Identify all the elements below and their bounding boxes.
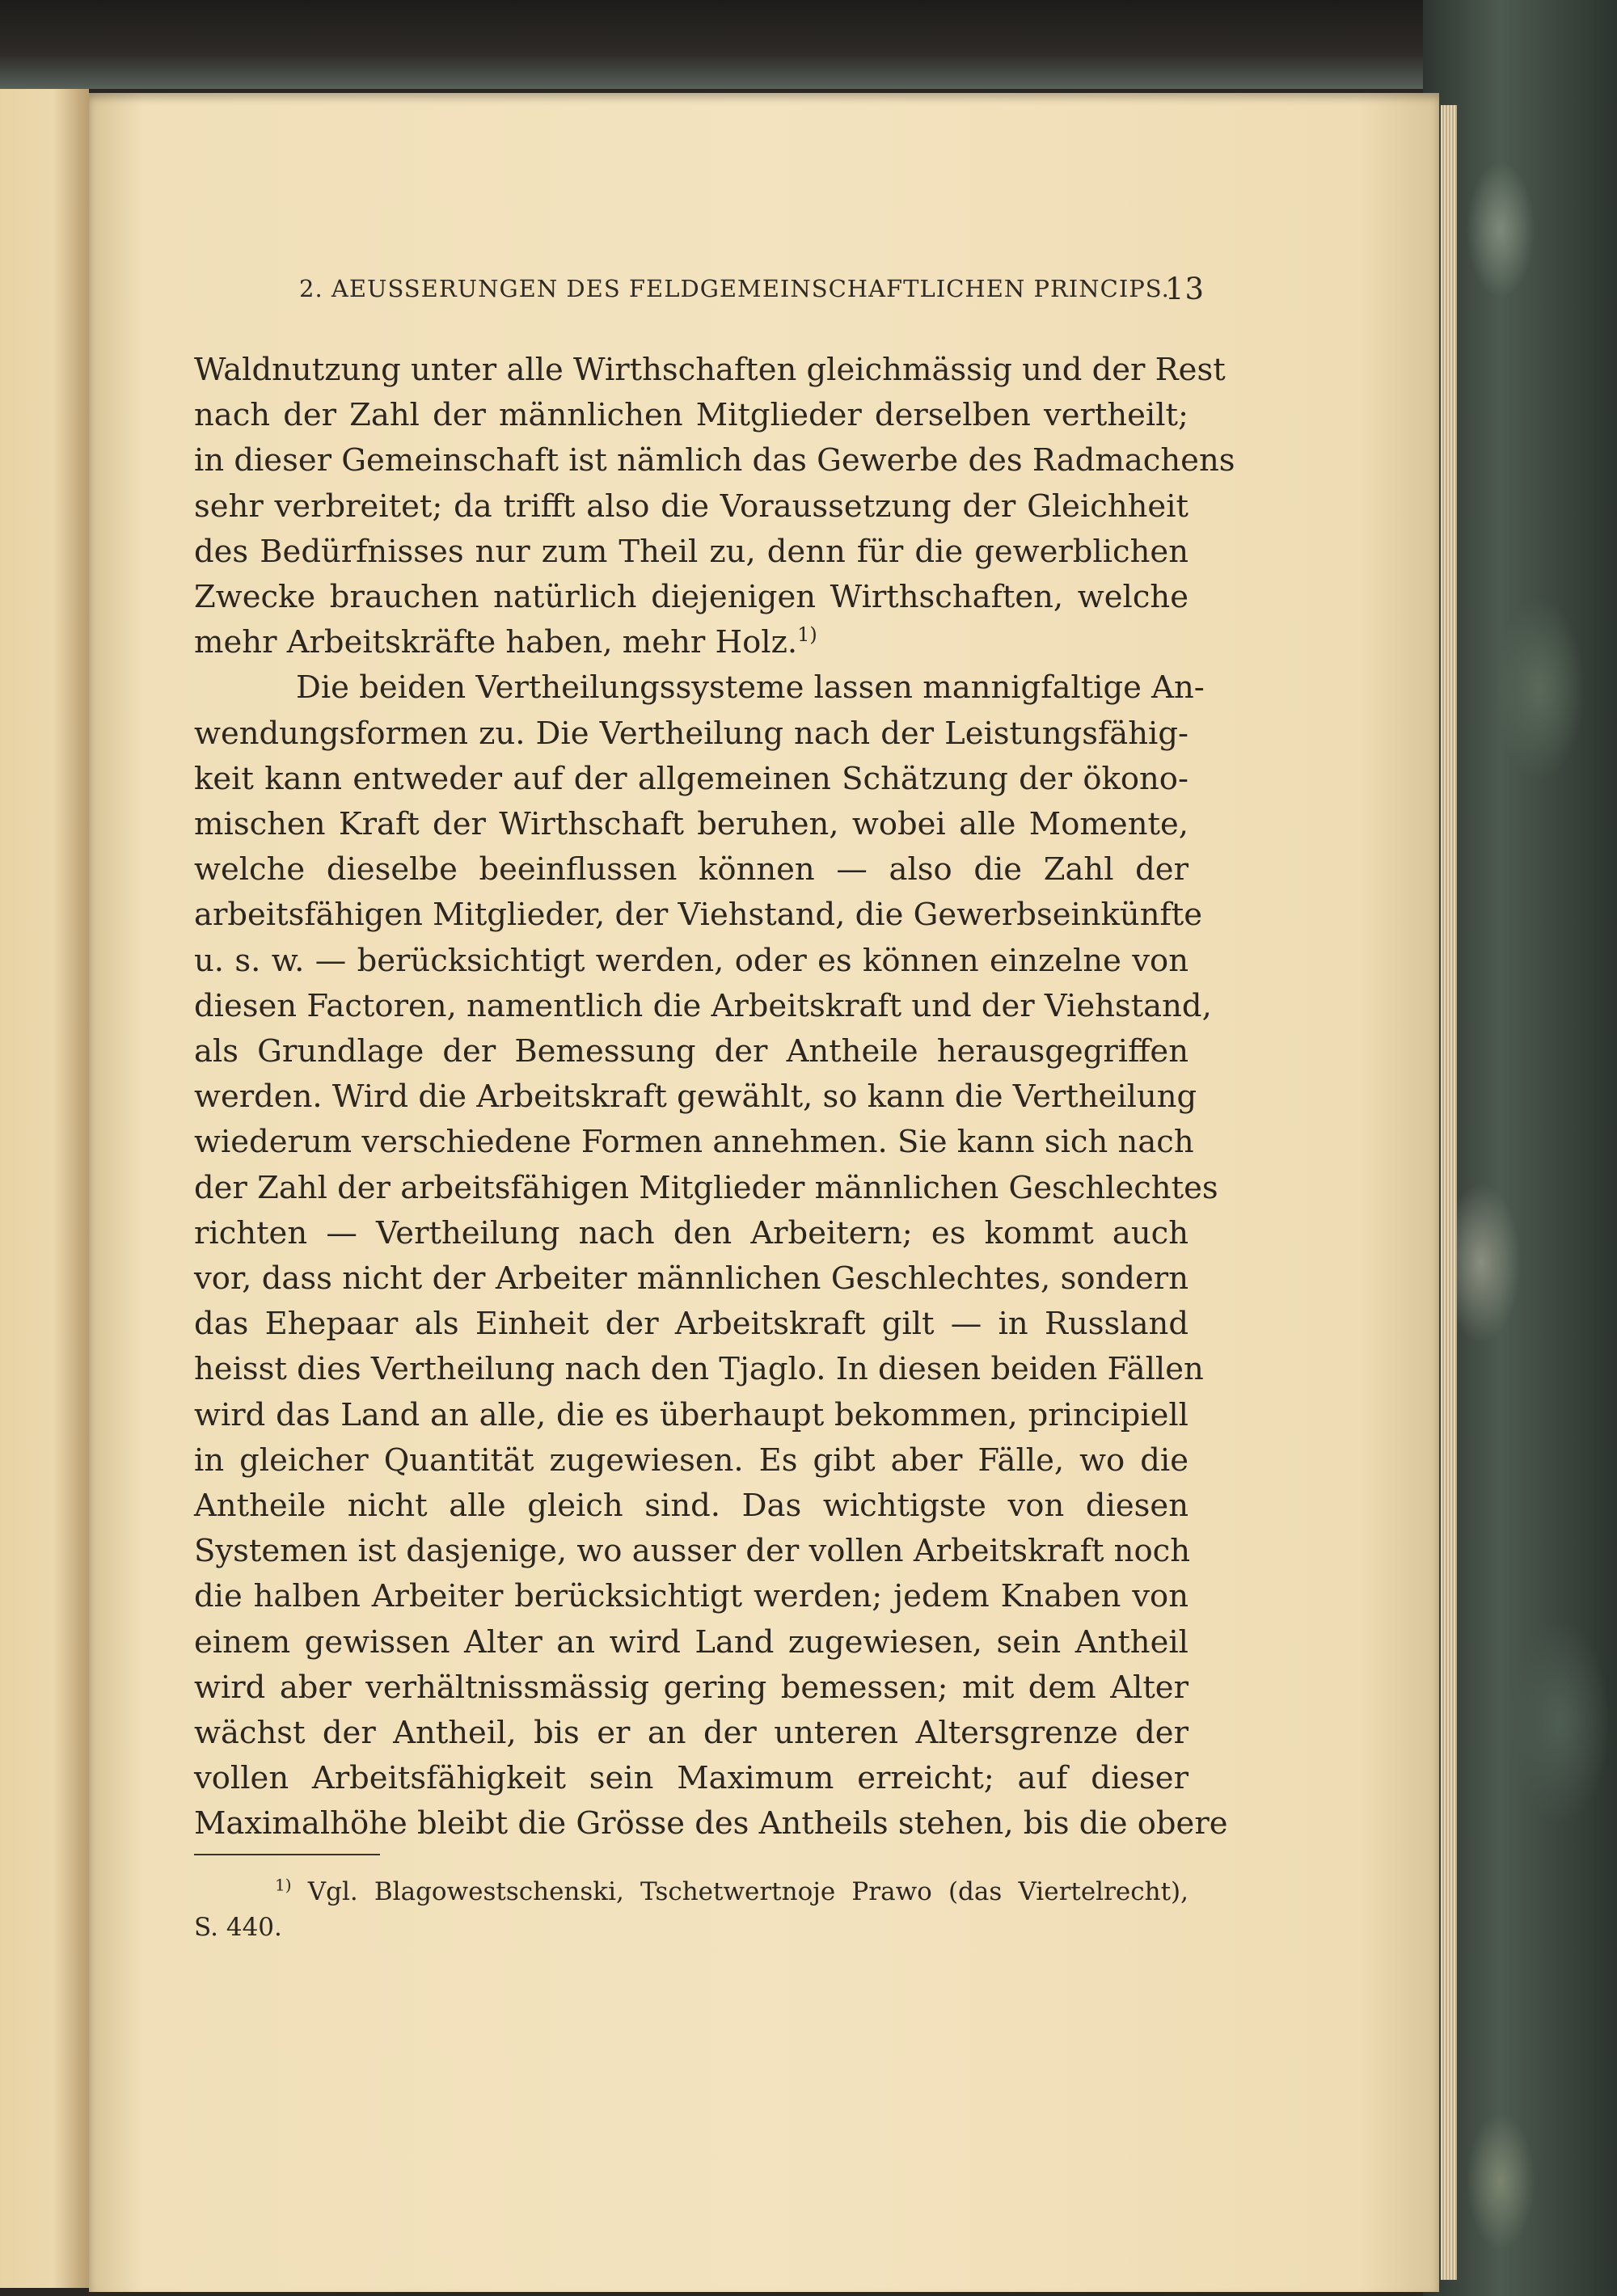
text-line: diesen Factoren, namentlich die Arbeitskraft und der Viehstand, [194,987,1212,1024]
text-line: Systemen ist dasjenige, wo ausser der vollen Arbeitskraft noch [194,1533,1190,1570]
text-line: als Grundlage der Bemessung der Antheile herausgegriffen [194,1033,1188,1070]
text-line: des Bedürfnisses nur zum Theil zu, denn für die gewerblichen [194,533,1188,570]
text-line: Antheile nicht alle gleich sind. Das wichtigste von diesen [194,1488,1188,1524]
page-number: 13 [1164,272,1205,306]
footnote-reference: 1) [797,623,817,647]
text-line: wird das Land an alle, die es überhaupt bekommen, principiell [194,1396,1188,1433]
text-line: in gleicher Quantität zugewiesen. Es gibt aber Fälle, wo die [194,1441,1188,1479]
running-title: 2. AEUSSERUNGEN DES FELDGEMEINSCHAFTLICHEN PRINCIPS. [299,275,1170,302]
running-header [299,272,1205,310]
text-line: u. s. w. — berücksichtigt werden, oder es können einzelne von [194,942,1188,979]
facing-page-edge [0,89,89,2288]
text-line: mischen Kraft der Wirthschaft beruhen, wobei alle Momente, [194,806,1188,842]
text-line: vollen Arbeitsfähigkeit sein Maximum erreicht; auf dieser [194,1760,1188,1797]
text-line: Die beiden Vertheilungssysteme lassen mannigfaltige An- [296,669,1205,707]
footnote-line: S. 440. [194,1913,282,1942]
text-line: Zwecke brauchen natürlich diejenigen Wirthschaften, welche [194,579,1188,615]
scan-background [0,0,1617,89]
text-line: wird aber verhältnissmässig gering bemessen; mit dem Alter [194,1669,1188,1706]
text-line: nach der Zahl der männlichen Mitglieder derselben vertheilt; [194,397,1188,434]
text-line: werden. Wird die Arbeitskraft gewählt, so kann die Vertheilung [194,1078,1197,1116]
footnote-text: Vgl. Blagowestschenski, Tschetwertnoje Prawo (das Viertelrecht), [307,1877,1188,1906]
text-line: richten — Vertheilung nach den Arbeitern; es kommt auch [194,1214,1188,1251]
text-line: der Zahl der arbeitsfähigen Mitglieder männlichen Geschlechtes [194,1169,1218,1206]
text-line: heisst dies Vertheilung nach den Tjaglo. In diesen beiden Fällen [194,1351,1204,1388]
text-line: einem gewissen Alter an wird Land zugewiesen, sein Antheil [194,1623,1188,1661]
text-line: keit kann entweder auf der allgemeinen Schätzung der ökono- [194,760,1188,797]
text-line: Maximalhöhe bleibt die Grösse des Antheils stehen, bis die obere [194,1805,1228,1842]
text-line: sehr verbreitet; da trifft also die Voraussetzung der Gleichheit [194,487,1188,525]
text-line: wächst der Antheil, bis er an der unteren Altersgrenze der [194,1715,1188,1751]
text-line: wiederum verschiedene Formen annehmen. Sie kann sich nach [194,1124,1194,1161]
text-line: die halben Arbeiter berücksichtigt werden; jedem Knaben von [194,1578,1188,1615]
text-line: Waldnutzung unter alle Wirthschaften gleichmässig und der Rest [194,352,1226,388]
text-line: das Ehepaar als Einheit der Arbeitskraft gilt — in Russland [194,1306,1188,1343]
footnote-line [275,1874,1188,1910]
text-line: vor, dass nicht der Arbeiter männlichen Geschlechtes, sondern [194,1260,1188,1297]
footnote-rule [194,1854,380,1855]
text-line: welche dieselbe beeinflussen können — also die Zahl der [194,851,1188,888]
page-block-edge [1441,105,1457,2280]
text-line: mehr Arbeitskräfte haben, mehr Holz.$^{1)}$ [194,623,817,661]
footnote-marker: 1) [275,1875,292,1895]
text-line: in dieser Gemeinschaft ist nämlich das Gewerbe des Radmachens [194,442,1235,479]
text-line: arbeitsfähigen Mitglieder, der Viehstand, die Gewerbseinkünfte [194,897,1203,934]
text-line: wendungsformen zu. Die Vertheilung nach der Leistungsfähig- [194,715,1188,752]
